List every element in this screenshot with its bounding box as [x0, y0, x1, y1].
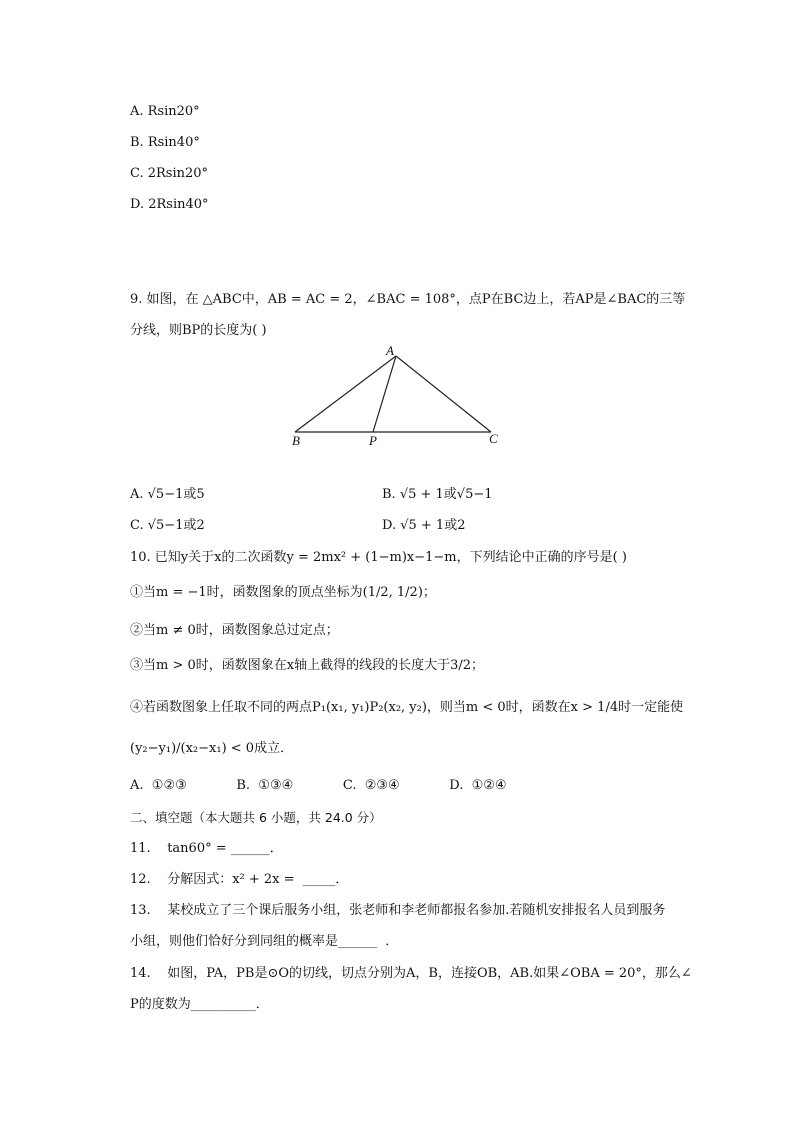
q10-statement-1: ①当m = −1时，函数图象的顶点坐标为(1/2, 1/2)；: [130, 585, 436, 600]
q9-stem-line2: 分线，则BP的长度为( ): [130, 323, 267, 338]
q10-stem: 10. 已知y关于x的二次函数y = 2mx² + (1−m)x−1−m，下列结论中正确的序号是( ): [130, 550, 627, 565]
q12: 12. 分解因式：x² + 2x = _____．: [130, 872, 349, 887]
q10-statement-2: ②当m ≠ 0时，函数图象总过定点；: [130, 623, 339, 638]
q14-line2: P的度数为__________．: [130, 997, 269, 1012]
q8-option-c: C. 2Rsin20°: [130, 166, 209, 181]
q10-statement-3: ③当m > 0时，函数图象在x轴上截得的线段的长度大于3/2；: [130, 658, 485, 673]
q8-option-a: A. Rsin20°: [130, 104, 200, 119]
side-ac: [396, 356, 491, 432]
q9-option-d: D. √5 + 1或2: [382, 518, 466, 533]
q9-option-b: B. √5 + 1或√5−1: [382, 487, 493, 502]
q14-line1: 14. 如图，PA，PB是⊙O的切线，切点分别为A，B，连接OB，AB.如果∠OBA = 20°，那么∠: [130, 966, 692, 981]
q10-statement-4b: (y₂−y₁)/(x₂−x₁) < 0成立．: [130, 741, 294, 756]
q9-stem-line1: 9. 如图，在 △ABC中，AB = AC = 2，∠BAC = 108°，点P在BC边上，若AP是∠BAC的三等: [130, 292, 686, 307]
label-c: C: [489, 431, 498, 446]
label-b: B: [292, 433, 300, 448]
q13-line1: 13. 某校成立了三个课后服务小组，张老师和李老师都报名参加.若随机安排报名人员到服务: [130, 903, 666, 918]
segment-ap: [373, 356, 396, 432]
q13-line2: 小组，则他们恰好分到同组的概率是______ ．: [130, 934, 399, 949]
q8-option-d: D. 2Rsin40°: [130, 197, 209, 212]
q10-options: A. ①②③ B. ①③④ C. ②③④ D. ①②④: [130, 778, 507, 793]
q10-statement-4a: ④若函数图象上任取不同的两点P₁(x₁, y₁)P₂(x₂, y₂)，则当m < 0时，函数在x > 1/4时一定能使: [130, 700, 684, 715]
label-p: P: [369, 433, 377, 448]
label-a: A: [386, 343, 394, 358]
q8-option-b: B. Rsin40°: [130, 135, 200, 150]
triangle-figure: [285, 340, 515, 455]
q9-option-c: C. √5−1或2: [130, 518, 205, 533]
side-ab: [295, 356, 396, 432]
q11: 11. tan60° = ______．: [130, 841, 283, 856]
section-heading: 二、填空题（本大题共 6 小题，共 24.0 分）: [130, 810, 382, 825]
q9-option-a: A. √5−1或5: [130, 487, 205, 502]
